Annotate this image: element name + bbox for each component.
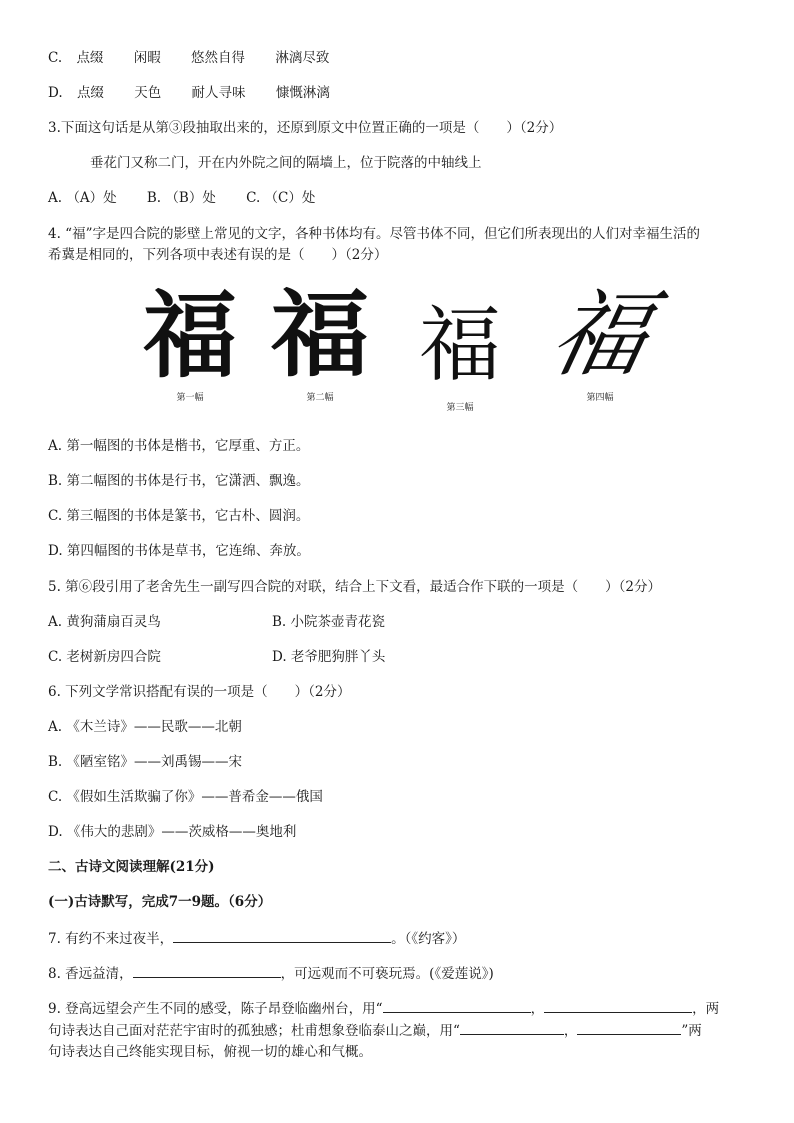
q9-line2 bbox=[48, 1020, 702, 1041]
option-a: A. （A）处 bbox=[48, 190, 117, 206]
section-subtitle: (一)古诗默写，完成7一9题。（6分） bbox=[48, 894, 272, 910]
q9-text: 句诗表达自己面对茫茫宇宙时的孤独感；杜甫想象登临泰山之巅，用“ bbox=[48, 1023, 460, 1039]
q9-line1 bbox=[48, 998, 719, 1019]
fu-image-1 bbox=[130, 281, 250, 403]
q8 bbox=[48, 963, 494, 984]
q2-option-c bbox=[48, 48, 329, 68]
q4-option-d: D. 第四幅图的书体是草书，它连绵、奔放。 bbox=[48, 543, 310, 559]
q6-option-c: C. 《假如生活欺骗了你》——普希金——俄国 bbox=[48, 789, 323, 805]
q9-text: 9. 登高远望会产生不同的感受，陈子昂登临幽州台，用“ bbox=[48, 1001, 383, 1017]
q5-option-a: A. 黄狗蒲扇百灵鸟 bbox=[48, 614, 161, 630]
q9-text: ， bbox=[563, 1023, 578, 1039]
q8-prefix: 8. 香远益清， bbox=[48, 966, 133, 982]
q7-answer-blank[interactable] bbox=[173, 928, 391, 943]
q4-option-c: C. 第三幅图的书体是篆书，它古朴、圆润。 bbox=[48, 508, 310, 524]
fu-caption: 第四幅 bbox=[586, 393, 614, 403]
q3-options bbox=[48, 188, 315, 208]
fu-caption: 第三幅 bbox=[446, 403, 474, 413]
option-letter: C. bbox=[48, 50, 63, 66]
q9-answer-blank-3[interactable] bbox=[460, 1020, 564, 1035]
q9-text: ，两 bbox=[692, 1001, 720, 1017]
q5-option-b: B. 小院茶壶青花瓷 bbox=[272, 614, 386, 630]
q9-answer-blank-4[interactable] bbox=[577, 1020, 681, 1035]
q6-stem: 6. 下列文学常识搭配有误的一项是（ ）（2分） bbox=[48, 684, 351, 700]
fu-caption: 第一幅 bbox=[176, 393, 204, 403]
option-c: C. （C）处 bbox=[246, 190, 316, 206]
option-letter: D. bbox=[48, 85, 63, 101]
option-word: 淋漓尽致 bbox=[275, 50, 330, 66]
q6-option-a: A. 《木兰诗》——民歌——北朝 bbox=[48, 719, 242, 735]
fu-glyph: 福 bbox=[418, 300, 501, 391]
q4-option-a: A. 第一幅图的书体是楷书，它厚重、方正。 bbox=[48, 438, 310, 454]
fu-glyph: 福 bbox=[270, 281, 370, 390]
q9-text: ”两 bbox=[681, 1023, 702, 1039]
q7-suffix: 。（《约客》） bbox=[391, 931, 466, 947]
option-word: 点缀 bbox=[76, 50, 104, 66]
option-word: 点缀 bbox=[76, 85, 104, 101]
fu-image-3 bbox=[400, 296, 520, 413]
q5-option-c: C. 老树新房四合院 bbox=[48, 649, 161, 665]
q6-option-d: D. 《伟大的悲剧》——茨威格——奥地利 bbox=[48, 824, 297, 840]
option-word: 悠然自得 bbox=[191, 50, 246, 66]
q6-option-b: B. 《陋室铭》——刘禹锡——宋 bbox=[48, 754, 243, 770]
fu-image-4 bbox=[540, 281, 660, 403]
q2-option-d bbox=[48, 83, 330, 103]
q7-prefix: 7. 有约不来过夜半， bbox=[48, 931, 174, 947]
q5-option-d: D. 老爷肥狗胖丫头 bbox=[272, 649, 386, 665]
q9-line3: 句诗表达自己终能实现目标，俯视一切的雄心和气概。 bbox=[48, 1044, 372, 1060]
q8-suffix: ，可远观而不可亵玩焉。(《爱莲说》) bbox=[280, 966, 494, 982]
q8-answer-blank[interactable] bbox=[133, 963, 281, 978]
q3-stem: 3.下面这句话是从第③段抽取出来的，还原到原文中位置正确的一项是（ ）（2分） bbox=[48, 120, 563, 136]
option-word: 慷慨淋漓 bbox=[275, 85, 330, 101]
fu-glyph: 福 bbox=[142, 281, 237, 391]
q7 bbox=[48, 928, 465, 949]
q4-stem-line2: 希冀是相同的，下列各项中表述有误的是（ ）（2分） bbox=[48, 247, 388, 263]
q4-option-b: B. 第二幅图的书体是行书，它潇洒、飘逸。 bbox=[48, 473, 310, 489]
fu-calligraphy-figure bbox=[130, 281, 670, 416]
q9-text: ， bbox=[530, 1001, 545, 1017]
option-word: 闲暇 bbox=[133, 50, 161, 66]
option-word: 耐人寻味 bbox=[191, 85, 246, 101]
fu-glyph: 福 bbox=[541, 281, 659, 390]
fu-caption: 第二幅 bbox=[306, 393, 334, 403]
q4-stem-line1: 4. “福”字是四合院的影壁上常见的文字，各种书体均有。尽管书体不同，但它们所表现出的人们对幸福生活的 bbox=[48, 226, 700, 242]
option-word: 天色 bbox=[134, 85, 162, 101]
fu-image-2 bbox=[260, 281, 380, 403]
section-title: 二、古诗文阅读理解(21分) bbox=[48, 859, 215, 875]
q9-answer-blank-2[interactable] bbox=[544, 998, 692, 1013]
q3-quote: 垂花门又称二门，开在内外院之间的隔墙上，位于院落的中轴线上 bbox=[90, 155, 482, 171]
q5-stem: 5. 第⑥段引用了老舍先生一副写四合院的对联，结合上下文看，最适合作下联的一项是（ ）（2分） bbox=[48, 579, 662, 595]
q9-answer-blank-1[interactable] bbox=[383, 998, 531, 1013]
option-b: B. （B）处 bbox=[146, 190, 216, 206]
